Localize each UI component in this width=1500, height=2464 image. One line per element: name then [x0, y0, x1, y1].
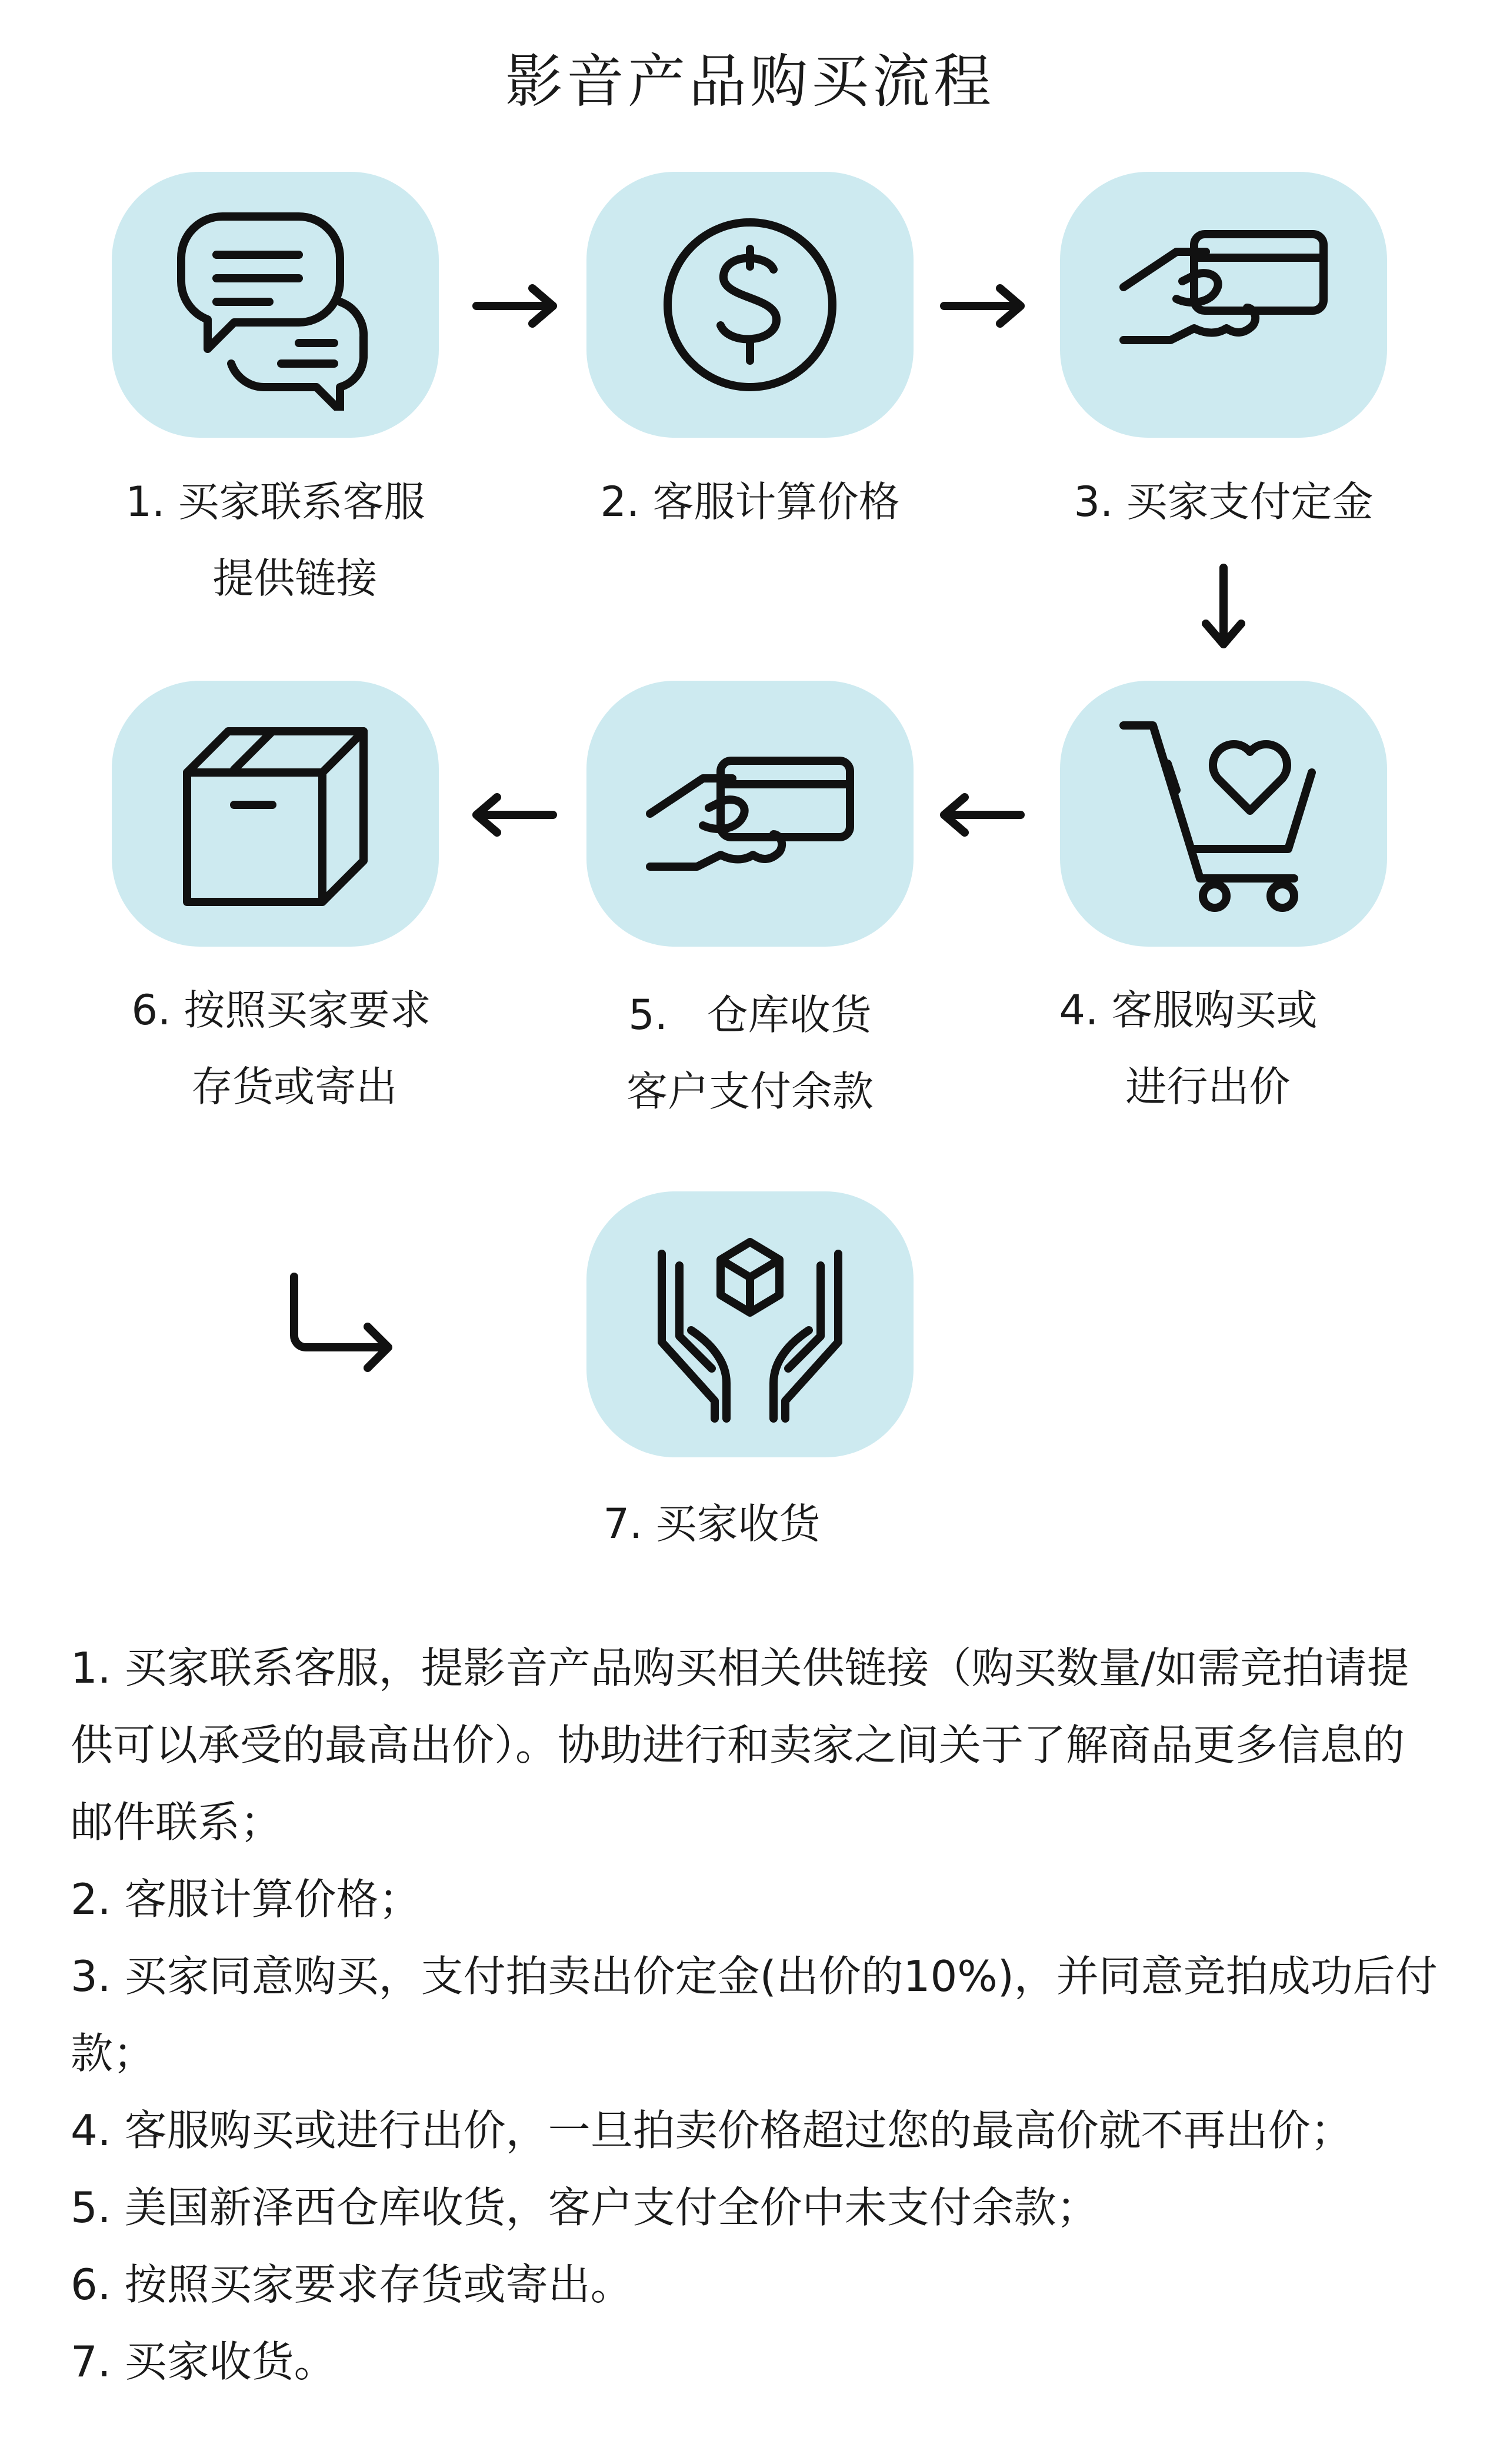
note-6: 6. 按照买家要求存货或寄出。: [71, 2260, 633, 2309]
cart-heart-icon: [1112, 708, 1335, 920]
arrow-down: [1197, 562, 1250, 652]
step-5-tile: [586, 681, 914, 947]
step-3-label: 3. 买家支付定金: [1074, 478, 1374, 526]
note-2: 2. 客服计算价格；: [71, 1874, 421, 1924]
step-6-label: 6. 按照买家要求 存货或寄出: [131, 986, 431, 1111]
step-4-tile: [1060, 681, 1387, 947]
step-7-tile: [586, 1191, 914, 1457]
step-2-label: 2. 客服计算价格: [600, 478, 900, 526]
step-1-label: 1. 买家联系客服 提供链接: [125, 478, 425, 602]
hand-card-icon: [1112, 199, 1335, 411]
arrow-left-1: [471, 791, 559, 841]
note-5: 5. 美国新泽西仓库收货，客户支付全价中未支付余款；: [71, 2183, 1099, 2232]
note-3: 3. 买家同意购买，支付拍卖出价定金(出价的10%)，并同意竞拍成功后付款；: [71, 1952, 1438, 2078]
hands-box-icon: [638, 1218, 862, 1430]
box-icon: [164, 708, 387, 920]
note-4: 4. 客服购买或进行出价，一旦拍卖价格超过您的最高价就不再出价；: [71, 2106, 1353, 2155]
notes-list: [71, 1630, 1441, 2400]
arrow-right-2: [938, 282, 1026, 332]
step-1-tile: [112, 172, 439, 438]
step-3-tile: [1060, 172, 1387, 438]
step-2-tile: [586, 172, 914, 438]
step-7-label: 7. 买家收货: [603, 1500, 821, 1548]
chat-bubbles-icon: [164, 199, 387, 411]
dollar-coin-icon: [638, 199, 862, 411]
hand-card-icon: [638, 708, 862, 920]
note-1: 1. 买家联系客服，提影音产品购买相关供链接（购买数量/如需竞拍请提供可以承受的最高出价）。协助进行和卖家之间关于了解商品更多信息的邮件联系；: [71, 1643, 1409, 1847]
arrow-left-2: [938, 791, 1026, 841]
arrow-right-1: [471, 282, 559, 332]
page-title: 影音产品购买流程: [505, 48, 995, 115]
note-7: 7. 买家收货。: [71, 2337, 336, 2386]
arrow-corner: [282, 1265, 400, 1385]
step-6-tile: [112, 681, 439, 947]
step-5-label: 5. 仓库收货 客户支付余款: [626, 991, 874, 1116]
step-4-label: 4. 客服购买或 进行出价: [1059, 986, 1318, 1111]
